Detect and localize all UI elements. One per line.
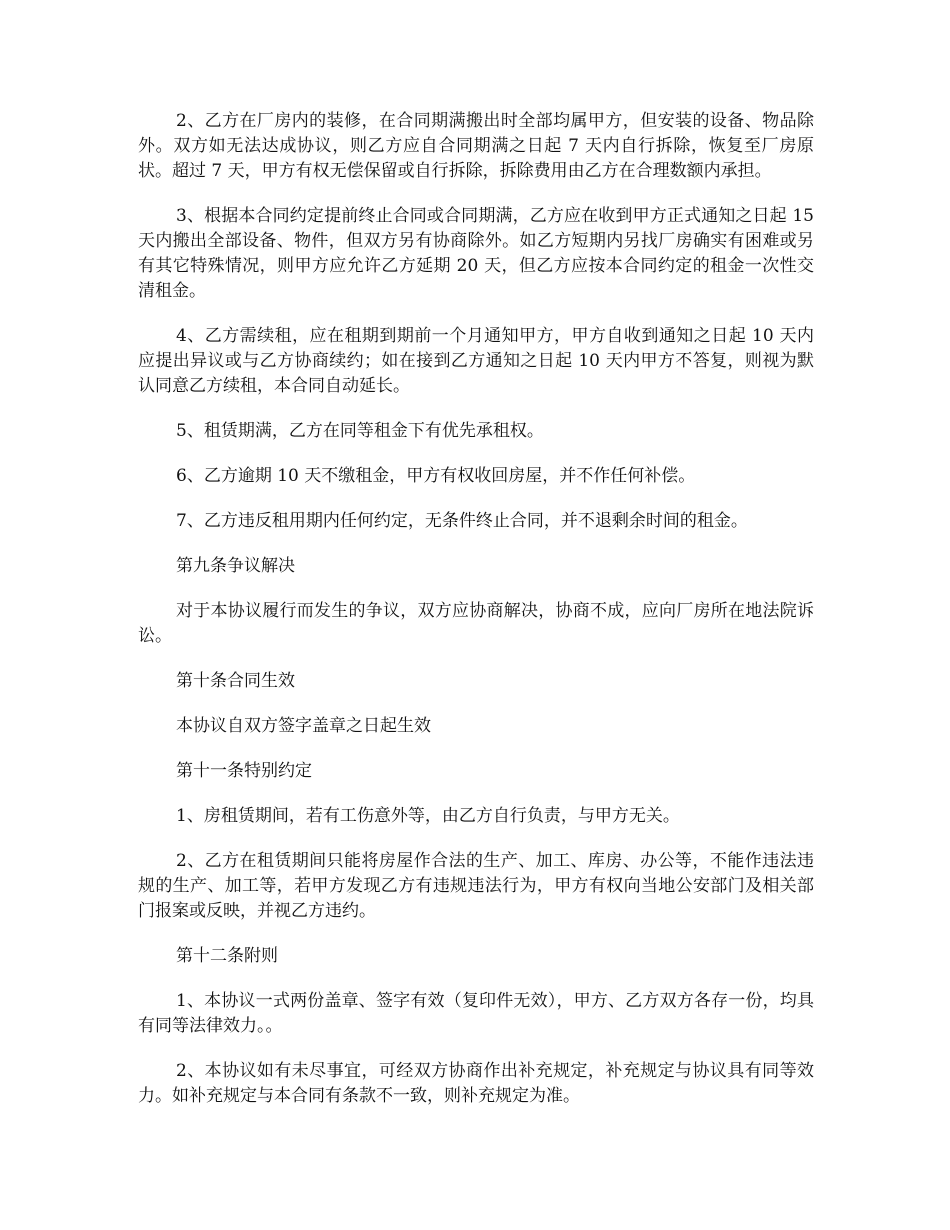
clause-paragraph: 2、乙方在租赁期间只能将房屋作合法的生产、加工、库房、办公等，不能作违法违规的生产、加工等，若甲方发现乙方有违规违法行为，甲方有权向当地公安部门及相关部门报案或反映，并视乙方违约。 bbox=[138, 851, 814, 921]
clause-paragraph: 3、根据本合同约定提前终止合同或合同期满，乙方应在收到甲方正式通知之日起 15 天内搬出全部设备、物件，但双方另有协商除外。如乙方短期内另找厂房确实有困难或另有其它特殊情况，则甲方应允许乙方延期 20 天，但乙方应按本合同约定的租金一次性交清租金。 bbox=[138, 206, 814, 301]
clause-paragraph: 2、乙方在厂房内的装修，在合同期满搬出时全部均属甲方，但安装的设备、物品除外。双方如无法达成协议，则乙方应自合同期满之日起 7 天内自行拆除，恢复至厂房原状。超过 7 天，甲方有权无偿保留或自行拆除，拆除费用由乙方在合理数额内承担。 bbox=[138, 111, 814, 181]
clause-paragraph: 1、房租赁期间，若有工伤意外等，由乙方自行负责，与甲方无关。 bbox=[176, 806, 680, 826]
document-page bbox=[138, 109, 814, 1129]
clause-paragraph: 5、租赁期满，乙方在同等租金下有优先承租权。 bbox=[176, 421, 544, 441]
clause-paragraph: 7、乙方违反租用期内任何约定，无条件终止合同，并不退剩余时间的租金。 bbox=[176, 511, 748, 531]
clause-paragraph: 6、乙方逾期 10 天不缴租金，甲方有权收回房屋，并不作任何补偿。 bbox=[176, 466, 696, 486]
section-heading: 第十条合同生效 bbox=[176, 671, 295, 691]
clause-paragraph: 2、本协议如有未尽事宜，可经双方协商作出补充规定，补充规定与协议具有同等效力。如补充规定与本合同有条款不一致，则补充规定为准。 bbox=[138, 1061, 814, 1106]
section-heading: 第十一条特别约定 bbox=[176, 761, 312, 781]
clause-paragraph: 对于本协议履行而发生的争议，双方应协商解决，协商不成，应向厂房所在地法院诉讼。 bbox=[138, 601, 814, 646]
section-heading: 第九条争议解决 bbox=[176, 556, 295, 576]
section-heading: 第十二条附则 bbox=[176, 946, 278, 966]
clause-paragraph: 4、乙方需续租，应在租期到期前一个月通知甲方，甲方自收到通知之日起 10 天内应提出异议或与乙方协商续约；如在接到乙方通知之日起 10 天内甲方不答复，则视为默认同意乙方续租，本合同自动延长。 bbox=[138, 326, 814, 396]
clause-paragraph: 1、本协议一式两份盖章、签字有效（复印件无效），甲方、乙方双方各存一份，均具有同等法律效力。。 bbox=[138, 991, 814, 1036]
clause-paragraph: 本协议自双方签字盖章之日起生效 bbox=[176, 716, 431, 736]
